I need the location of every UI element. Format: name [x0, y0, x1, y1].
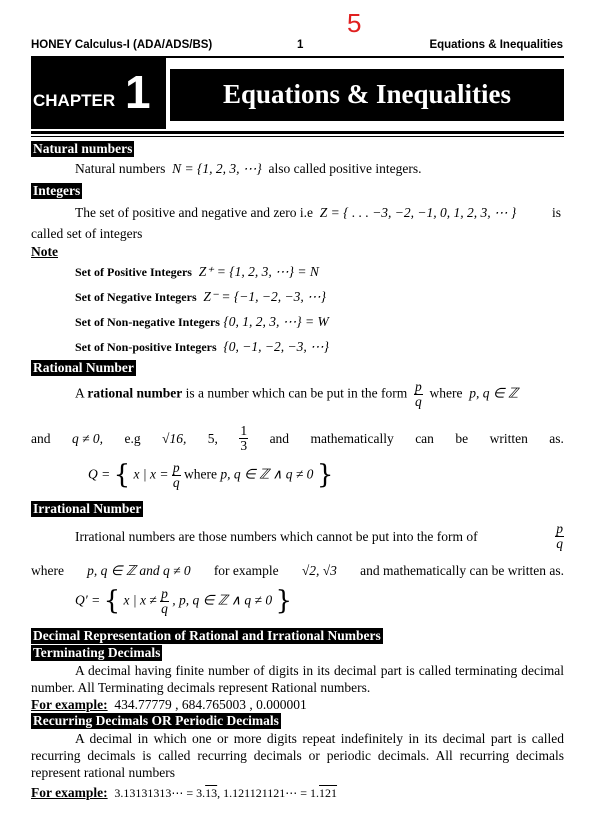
example-fraction: [239, 424, 248, 453]
fraction-denominator: q: [414, 394, 422, 409]
heading-irrational-number: Irrational Number: [33, 501, 142, 516]
fraction-denominator: q: [556, 535, 563, 551]
rational-condition: p, q ∈ ℤ: [469, 385, 519, 401]
fraction-numerator: p: [172, 460, 180, 475]
heading-note: Note: [31, 244, 58, 259]
irrational-condition: p, q ∈ ℤ and q ≠ 0: [87, 563, 191, 578]
terminating-paragraph: A decimal having finite number of digits in its decimal part is called terminating decimal number. All Terminating decimals represent Rational numbers.: [31, 663, 564, 695]
word: and: [269, 430, 290, 446]
integers-lead: The set of positive and negative and zero i.e: [75, 205, 314, 220]
chapter-number: 1: [125, 66, 151, 118]
recurring-example-a: 3.13131313⋯ = 3.: [114, 786, 206, 800]
irrational-examples: √2, √3: [301, 563, 337, 578]
word: be: [455, 430, 469, 446]
note-item-label: Set of Non-positive Integers: [75, 340, 217, 354]
set-condition: , p, q ∈ ℤ ∧ q ≠ 0: [172, 592, 273, 608]
irrational-line-1: [75, 518, 564, 554]
word: written: [489, 430, 528, 446]
example-label: For example:: [31, 697, 108, 712]
set-fraction: [160, 587, 169, 616]
note-item-math: {0, 1, 2, 3, ⋯} = W: [223, 314, 329, 329]
terminating-example: [31, 696, 307, 713]
integers-line-2: called set of integers: [31, 226, 143, 241]
fraction-denominator: 3: [240, 437, 248, 453]
chapter-title: Equations & Inequalities: [170, 69, 564, 121]
chapter-badge: [31, 57, 166, 129]
set-where: where: [183, 466, 217, 482]
terminating-example-values: 434.77779 , 684.765003 , 0.000001: [114, 697, 307, 712]
rational-term: rational number: [87, 385, 183, 401]
fraction-denominator: q: [172, 475, 180, 490]
right-brace: }: [275, 586, 292, 616]
irrational-line-2: [31, 562, 564, 579]
note-item-label: Set of Negative Integers: [75, 290, 197, 304]
header-book-title: HONEY Calculus-I (ADA/ADS/BS): [31, 39, 213, 51]
example-label: For example:: [31, 785, 108, 800]
word: e.g: [124, 430, 141, 446]
heading-rational-number: Rational Number: [33, 360, 134, 375]
header-chapter-title: Equations & Inequalities: [429, 39, 563, 51]
right-brace: }: [316, 460, 334, 490]
word: 5,: [207, 430, 218, 446]
recurring-bar-b: 121: [319, 786, 338, 800]
set-builder-x: x | x =: [133, 466, 169, 482]
word: where: [31, 563, 64, 578]
title-rule-thick: [31, 131, 564, 134]
natural-set-math: N = {1, 2, 3, ⋯}: [172, 161, 262, 176]
recurring-paragraph: A decimal in which one or more digits repeat indefinitely in its decimal part is called recurring decimals is called recurring decimals or periodic decimals. All recurring decimals represent rational numbers: [31, 731, 564, 780]
recurring-example-b: , 1.121121121⋯ = 1.: [217, 786, 320, 800]
note-item: [75, 263, 319, 281]
set-condition: p, q ∈ ℤ ∧ q ≠ 0: [220, 466, 314, 482]
note-item-label: Set of Positive Integers: [75, 265, 192, 279]
heading-recurring-decimals: Recurring Decimals OR Periodic Decimals: [33, 713, 279, 728]
page-marker: 5: [347, 8, 362, 38]
left-brace: {: [113, 460, 131, 490]
note-item: [75, 288, 326, 306]
recurring-example: [31, 784, 337, 802]
rational-where: where: [429, 385, 463, 401]
word: √16,: [162, 430, 187, 446]
word: and mathematically can be written as.: [360, 563, 564, 578]
heading-terminating-decimals: Terminating Decimals: [33, 645, 161, 660]
heading-integers: Integers: [33, 183, 81, 198]
word: and: [31, 430, 51, 446]
header-page-number: 1: [297, 39, 304, 51]
irrational-set-definition: [75, 587, 292, 623]
set-builder-x: x | x ≠: [123, 592, 157, 608]
integers-set-math: Z = { . . . −3, −2, −1, 0, 1, 2, 3, ⋯ }: [319, 205, 517, 220]
rational-set-definition: [88, 461, 333, 497]
natural-numbers-line: [75, 160, 422, 177]
chapter-word: CHAPTER: [33, 91, 116, 110]
word: mathematically: [310, 430, 394, 446]
word: for example: [213, 563, 279, 578]
natural-lead: Natural numbers: [75, 161, 166, 176]
rational-lead-a: A: [75, 385, 85, 401]
left-brace: {: [103, 586, 121, 616]
set-lhs: Q′ =: [75, 592, 101, 608]
note-item-math: Z⁺ = {1, 2, 3, ⋯} = N: [198, 264, 319, 279]
fraction-numerator: p: [414, 379, 422, 394]
set-fraction: [172, 461, 181, 490]
rational-lead-b: is a number which can be put in the form: [185, 385, 408, 401]
word: can: [415, 430, 434, 446]
word: as.: [549, 430, 564, 446]
integers-tail: is: [552, 205, 562, 220]
irrational-fraction: [555, 522, 564, 551]
fraction-numerator: p: [556, 520, 563, 536]
integers-line-1: [75, 204, 516, 221]
rational-line-1: [75, 380, 518, 416]
running-header: [31, 39, 563, 55]
note-item-math: {0, −1, −2, −3, ⋯}: [223, 339, 330, 354]
note-item-label: Set of Non-negative Integers: [75, 315, 220, 329]
fraction-denominator: q: [161, 601, 168, 616]
note-item: [75, 338, 329, 356]
note-item-math: Z⁻ = {−1, −2, −3, ⋯}: [203, 289, 327, 304]
word: q ≠ 0,: [71, 430, 103, 446]
title-rule-thin: [31, 136, 564, 137]
heading-natural-numbers: Natural numbers: [33, 141, 133, 156]
natural-tail: also called positive integers.: [268, 161, 422, 176]
fraction-numerator: 1: [240, 422, 248, 438]
heading-decimal-representation: Decimal Representation of Rational and Irrational Numbers: [33, 628, 381, 643]
set-lhs: Q =: [88, 466, 111, 482]
rational-fraction: [414, 380, 423, 409]
recurring-bar-a: 13: [205, 786, 218, 800]
fraction-numerator: p: [161, 586, 168, 601]
note-item: [75, 313, 329, 331]
irrational-definition: Irrational numbers are those numbers which cannot be put into the form of: [75, 528, 478, 544]
rational-line-2: [31, 420, 564, 456]
